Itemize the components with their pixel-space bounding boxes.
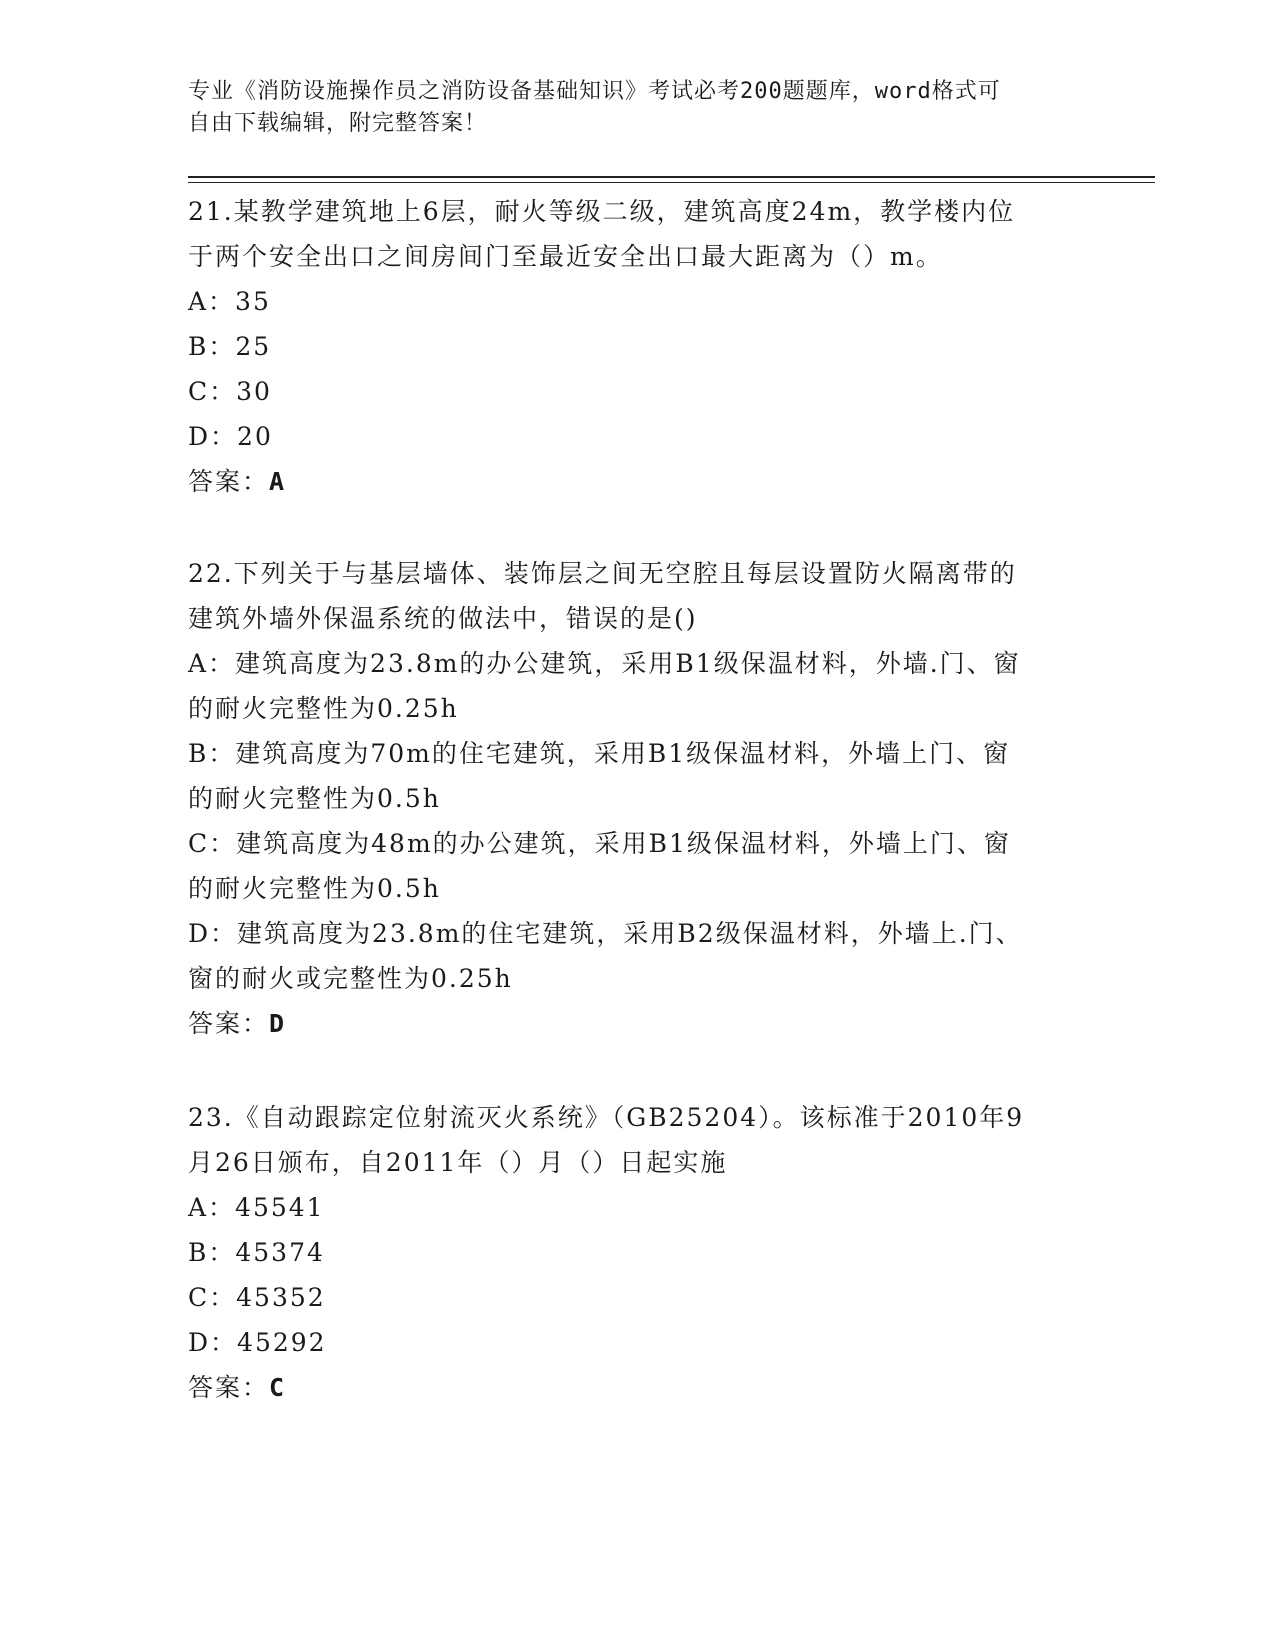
option-b: B：45374 (188, 1238, 325, 1267)
option-a-line-1: A：建筑高度为23.8m的办公建筑，采用B1级保温材料，外墙.门、窗 (188, 649, 1021, 678)
question-stem-line: 建筑外墙外保温系统的做法中，错误的是() (188, 604, 698, 633)
answer-value: A (269, 467, 287, 496)
question-21 (188, 189, 1088, 504)
option-b-line-2: 的耐火完整性为0.5h (188, 784, 441, 813)
option-c: C：30 (188, 377, 272, 406)
header-line-1: 专业《消防设施操作员之消防设备基础知识》考试必考200题题库，word格式可 (188, 79, 1001, 104)
option-a-line-2: 的耐火完整性为0.25h (188, 694, 459, 723)
question-stem-line: 21.某教学建筑地上6层，耐火等级二级，建筑高度24m，教学楼内位 (188, 197, 1016, 226)
option-c-line-1: C：建筑高度为48m的办公建筑，采用B1级保温材料，外墙上门、窗 (188, 829, 1011, 858)
answer-value: C (269, 1373, 287, 1402)
header-line-2: 自由下载编辑，附完整答案！ (188, 111, 488, 136)
answer-value: D (269, 1009, 287, 1038)
document-header (188, 76, 1068, 140)
option-c-line-2: 的耐火完整性为0.5h (188, 874, 441, 903)
answer-line (188, 459, 1088, 504)
answer-label: 答案： (188, 1009, 270, 1038)
answer-line (188, 1365, 1088, 1410)
header-divider-thin (188, 182, 1155, 183)
option-d: D：45292 (188, 1328, 327, 1357)
question-stem-line: 月26日颁布，自2011年（）月（）日起实施 (188, 1148, 728, 1177)
option-d-line-2: 窗的耐火或完整性为0.25h (188, 964, 513, 993)
answer-line (188, 1001, 1088, 1046)
option-b: B：25 (188, 332, 272, 361)
header-divider-thick (188, 176, 1155, 178)
answer-label: 答案： (188, 467, 270, 496)
question-23 (188, 1095, 1088, 1410)
question-stem-line: 于两个安全出口之间房间门至最近安全出口最大距离为（）m。 (188, 242, 943, 271)
option-a: A：45541 (188, 1193, 325, 1222)
option-b-line-1: B：建筑高度为70m的住宅建筑，采用B1级保温材料，外墙上门、窗 (188, 739, 1011, 768)
question-stem-line: 23.《自动跟踪定位射流灭火系统》（GB25204）。该标准于2010年9 (188, 1103, 1025, 1132)
question-stem-line: 22.下列关于与基层墙体、装饰层之间无空腔且每层设置防火隔离带的 (188, 559, 1017, 588)
option-c: C：45352 (188, 1283, 326, 1312)
option-d: D：20 (188, 422, 273, 451)
option-a: A：35 (188, 287, 271, 316)
answer-label: 答案： (188, 1373, 270, 1402)
question-22 (188, 551, 1088, 1046)
option-d-line-1: D：建筑高度为23.8m的住宅建筑，采用B2级保温材料，外墙上.门、 (188, 919, 1023, 948)
